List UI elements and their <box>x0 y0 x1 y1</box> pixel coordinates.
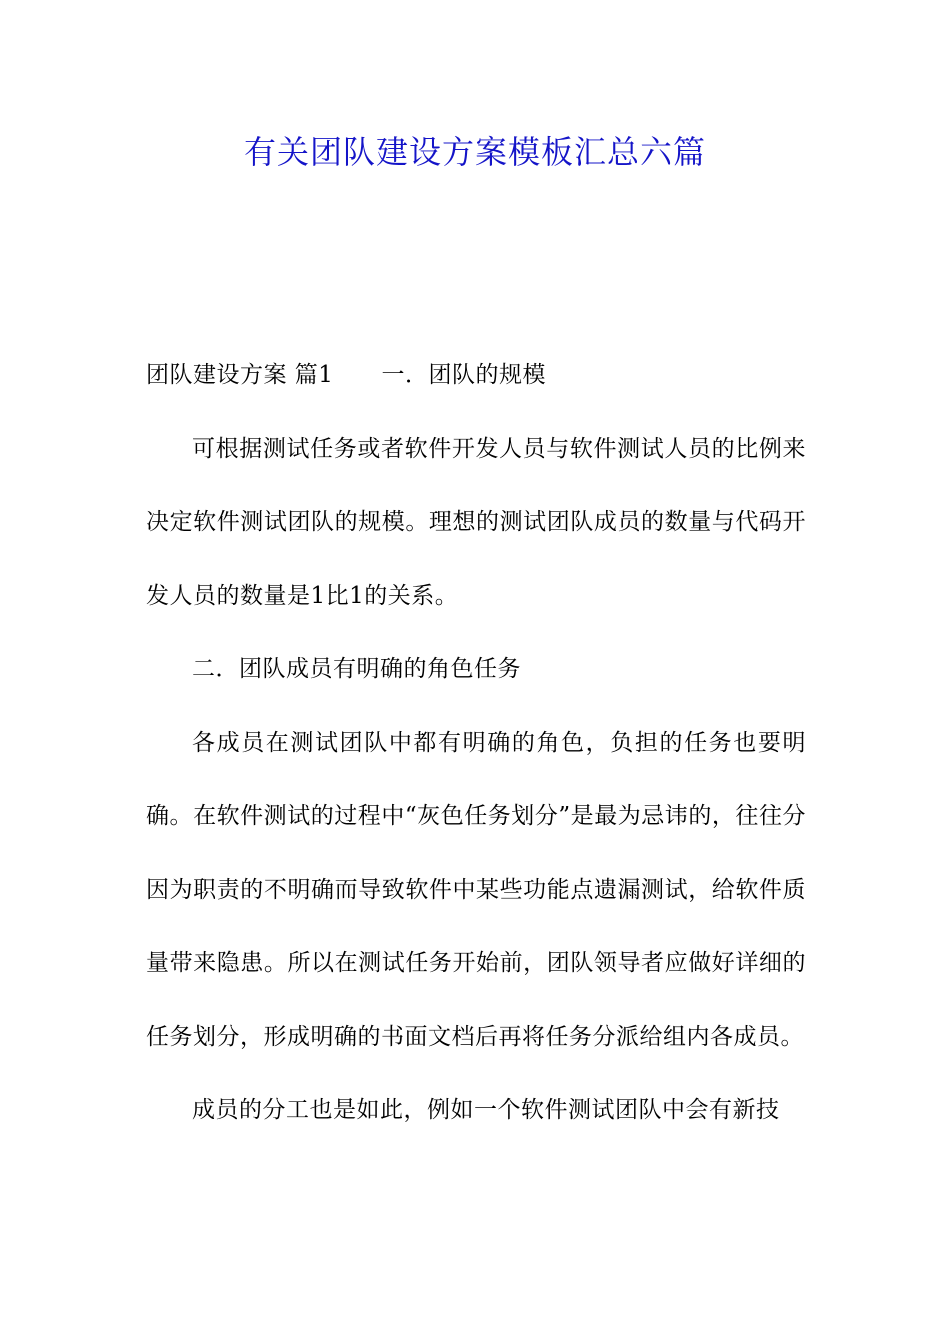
section-heading: 一．团队的规模 <box>381 362 546 388</box>
document-body <box>146 339 806 1148</box>
section-heading: 二．团队成员有明确的角色任务 <box>192 656 521 682</box>
paragraph: 成员的分工也是如此，例如一个软件测试团队中会有新技 <box>192 1097 780 1123</box>
article-label: 团队建设方案 篇1 <box>146 362 334 388</box>
document-title: 有关团队建设方案模板汇总六篇 <box>243 133 706 171</box>
section-heading-line <box>146 339 806 413</box>
paragraph: 各成员在测试团队中都有明确的角色，负担的任务也要明确。在软件测试的过程中“灰色任务划分”是最为忌讳的，往往分因为职责的不明确而导致软件中某些功能点遗漏测试，给软件质量带来隐患。所以在测试任务开始前，团队领导者应做好详细的任务划分，形成明确的书面文档后再将任务分派给组内各成员。 <box>146 729 806 1050</box>
paragraph: 可根据测试任务或者软件开发人员与软件测试人员的比例来决定软件测试团队的规模。理想的测试团队成员的数量与代码开发人员的数量是1比1的关系。 <box>146 435 806 609</box>
